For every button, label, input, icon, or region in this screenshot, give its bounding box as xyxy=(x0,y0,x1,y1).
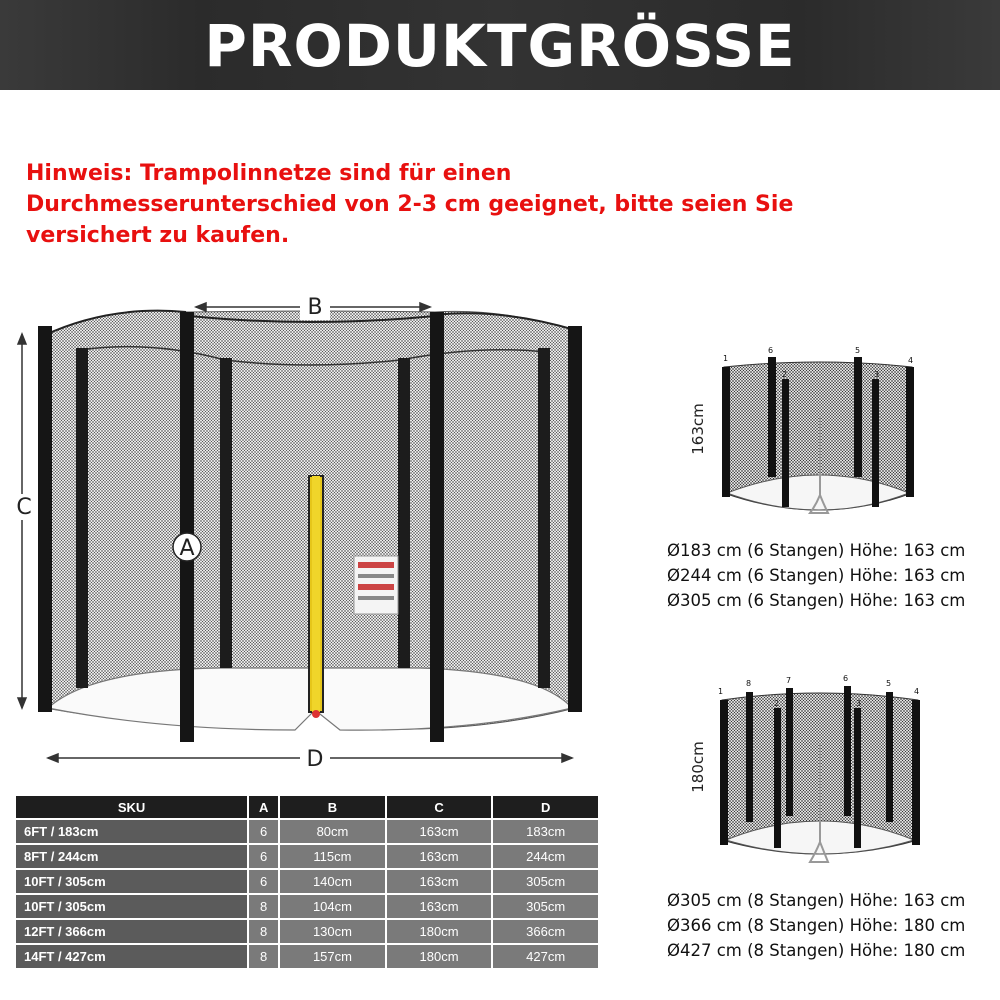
cell-d: 305cm xyxy=(493,895,598,918)
table-row xyxy=(16,945,598,968)
cell-b: 115cm xyxy=(280,845,385,868)
svg-text:6: 6 xyxy=(768,346,774,355)
header-sku: SKU xyxy=(16,796,247,818)
pole xyxy=(746,692,753,822)
cell-d: 305cm xyxy=(493,870,598,893)
svg-text:6: 6 xyxy=(843,674,849,683)
hint-line-3: versichert zu kaufen. xyxy=(26,223,290,248)
header-a: A xyxy=(249,796,278,818)
pole xyxy=(886,692,893,822)
cell-b: 157cm xyxy=(280,945,385,968)
pole xyxy=(398,358,410,668)
header-d: D xyxy=(493,796,598,818)
cell-a: 6 xyxy=(249,845,278,868)
table-row xyxy=(16,820,598,843)
pole xyxy=(720,700,728,845)
spec-item: Ø244 cm (6 Stangen) Höhe: 163 cm xyxy=(667,566,966,585)
svg-text:3: 3 xyxy=(856,699,862,708)
header-b: B xyxy=(280,796,385,818)
spec-item: Ø427 cm (8 Stangen) Höhe: 180 cm xyxy=(667,941,966,960)
cell-sku: 8FT / 244cm xyxy=(16,845,247,868)
pole xyxy=(768,357,776,477)
cell-sku: 12FT / 366cm xyxy=(16,920,247,943)
cell-c: 163cm xyxy=(387,870,492,893)
pole xyxy=(872,379,879,507)
net-6-poles-diagram xyxy=(700,345,960,525)
dim-label-d: D xyxy=(306,747,324,772)
svg-text:3: 3 xyxy=(874,370,880,379)
table-row xyxy=(16,895,598,918)
cell-a: 6 xyxy=(249,820,278,843)
pole xyxy=(782,379,789,507)
cell-sku: 14FT / 427cm xyxy=(16,945,247,968)
svg-text:1: 1 xyxy=(718,687,724,696)
svg-text:1: 1 xyxy=(723,354,729,363)
pole xyxy=(538,348,550,688)
hint-note xyxy=(26,158,826,251)
title-banner xyxy=(0,0,1000,90)
pole xyxy=(568,326,582,712)
cell-b: 80cm xyxy=(280,820,385,843)
pole xyxy=(844,686,851,816)
dim-label-c: C xyxy=(16,495,32,520)
height-label-180: 180cm xyxy=(688,741,707,793)
cell-sku: 10FT / 305cm xyxy=(16,870,247,893)
specs-8-poles xyxy=(667,888,965,963)
pole xyxy=(76,348,88,688)
cell-c: 163cm xyxy=(387,820,492,843)
cell-a: 8 xyxy=(249,920,278,943)
svg-text:2: 2 xyxy=(774,699,780,708)
svg-text:7: 7 xyxy=(786,676,792,685)
pole xyxy=(854,357,862,477)
svg-text:5: 5 xyxy=(886,679,892,688)
cell-d: 427cm xyxy=(493,945,598,968)
cell-b: 130cm xyxy=(280,920,385,943)
cell-a: 8 xyxy=(249,895,278,918)
main-net-diagram xyxy=(0,290,620,790)
pole xyxy=(906,367,914,497)
table-row xyxy=(16,870,598,893)
table-header-row xyxy=(16,796,598,818)
cell-sku: 6FT / 183cm xyxy=(16,820,247,843)
hint-line-1: Hinweis: Trampolinnetze sind für einen xyxy=(26,161,512,186)
cell-d: 183cm xyxy=(493,820,598,843)
net-8-poles-diagram xyxy=(700,672,960,872)
pole xyxy=(786,688,793,816)
pole xyxy=(430,312,444,742)
cell-c: 163cm xyxy=(387,845,492,868)
cell-sku: 10FT / 305cm xyxy=(16,895,247,918)
cell-a: 6 xyxy=(249,870,278,893)
pole xyxy=(38,326,52,712)
pole xyxy=(180,312,194,742)
cell-d: 366cm xyxy=(493,920,598,943)
svg-text:5: 5 xyxy=(855,346,861,355)
pole xyxy=(722,367,730,497)
cell-a: 8 xyxy=(249,945,278,968)
spec-item: Ø305 cm (6 Stangen) Höhe: 163 cm xyxy=(667,591,966,610)
spec-item: Ø183 cm (6 Stangen) Höhe: 163 cm xyxy=(667,541,966,560)
pole xyxy=(220,358,232,668)
cell-b: 104cm xyxy=(280,895,385,918)
cell-d: 244cm xyxy=(493,845,598,868)
height-label-163: 163cm xyxy=(688,403,707,455)
table-row xyxy=(16,845,598,868)
cell-c: 180cm xyxy=(387,920,492,943)
cell-c: 163cm xyxy=(387,895,492,918)
specs-6-poles xyxy=(667,538,965,613)
size-table xyxy=(14,794,600,970)
header-c: C xyxy=(387,796,492,818)
cell-b: 140cm xyxy=(280,870,385,893)
table-row xyxy=(16,920,598,943)
svg-text:2: 2 xyxy=(782,370,788,379)
svg-text:8: 8 xyxy=(746,679,752,688)
pole xyxy=(854,708,861,848)
spec-item: Ø305 cm (8 Stangen) Höhe: 163 cm xyxy=(667,891,966,910)
pole xyxy=(912,700,920,845)
hint-line-2: Durchmesserunterschied von 2-3 cm geeignet, bitte seien Sie xyxy=(26,192,794,217)
spec-item: Ø366 cm (8 Stangen) Höhe: 180 cm xyxy=(667,916,966,935)
banner-title: PRODUKTGRÖSSE xyxy=(204,12,796,80)
svg-text:4: 4 xyxy=(908,356,914,365)
dim-label-a: A xyxy=(179,536,195,561)
dim-label-b: B xyxy=(307,295,323,320)
svg-text:4: 4 xyxy=(914,687,920,696)
pole xyxy=(774,708,781,848)
cell-c: 180cm xyxy=(387,945,492,968)
